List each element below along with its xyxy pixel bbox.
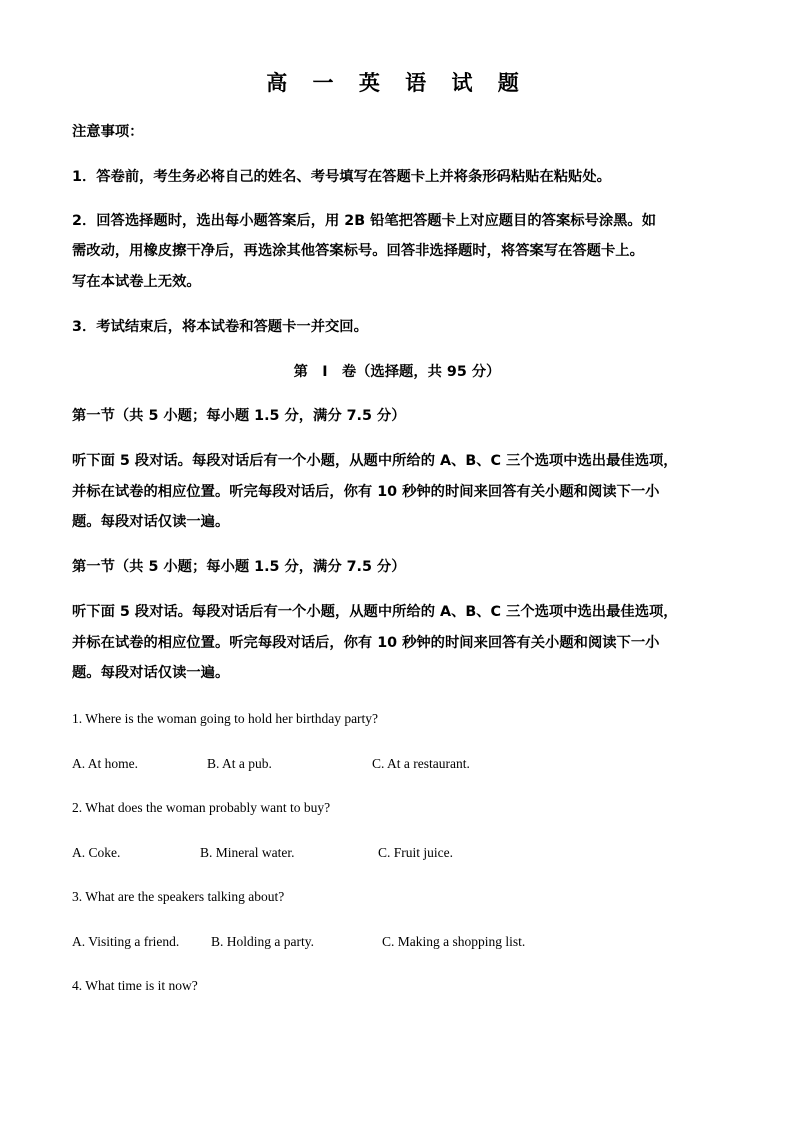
option-b: B. At a pub. [207,756,272,771]
section-heading: 第一节（共 5 小题；每小题 1.5 分，满分 7.5 分） [72,559,406,575]
instruction-line: 题。每段对话仅读一遍。 [72,514,230,530]
option-b: B. Holding a party. [211,934,314,949]
option-b: B. Mineral water. [200,845,295,860]
notice-line: 2．回答选择题时，选出每小题答案后，用 2B 铅笔把答题卡上对应题目的答案标号涂黑。如 [72,213,657,229]
notice-line: 1．答卷前，考生务必将自己的姓名、考号填写在答题卡上并将条形码粘贴在粘贴处。 [72,169,611,185]
question-text: 4. What time is it now? [72,978,198,993]
notice-heading: 注意事项： [72,124,144,140]
instruction-line: 题。每段对话仅读一遍。 [72,665,230,681]
question-text: 2. What does the woman probably want to buy? [72,800,331,815]
instruction-line: 并标在试卷的相应位置。听完每段对话后，你有 10 秒钟的时间来回答有关小题和阅读下一小 [72,484,660,500]
section-heading: 第一节（共 5 小题；每小题 1.5 分，满分 7.5 分） [72,408,406,424]
page-title: 高 一 英 语 试 题 [266,70,528,95]
option-a: A. Coke. [72,845,121,860]
instruction-line: 并标在试卷的相应位置。听完每段对话后，你有 10 秒钟的时间来回答有关小题和阅读下一小 [72,635,660,651]
question-text: 1. Where is the woman going to hold her birthday party? [72,711,379,726]
option-c: C. At a restaurant. [372,756,470,771]
notice-line: 需改动，用橡皮擦干净后，再选涂其他答案标号。回答非选择题时，将答案写在答题卡上。 [72,243,644,259]
option-a: A. At home. [72,756,138,771]
notice-line: 3．考试结束后，将本试卷和答题卡一并交回。 [72,319,368,335]
question-text: 3. What are the speakers talking about? [72,889,285,904]
instruction-line: 听下面 5 段对话。每段对话后有一个小题，从题中所给的 A、B、C 三个选项中选出最佳选项， [72,453,678,469]
option-c: C. Making a shopping list. [382,934,526,949]
part-heading: 第 I 卷（选择题，共 95 分） [293,364,501,380]
option-a: A. Visiting a friend. [72,934,180,949]
option-c: C. Fruit juice. [378,845,453,860]
notice-line: 写在本试卷上无效。 [72,274,201,290]
instruction-line: 听下面 5 段对话。每段对话后有一个小题，从题中所给的 A、B、C 三个选项中选出最佳选项， [72,604,678,620]
